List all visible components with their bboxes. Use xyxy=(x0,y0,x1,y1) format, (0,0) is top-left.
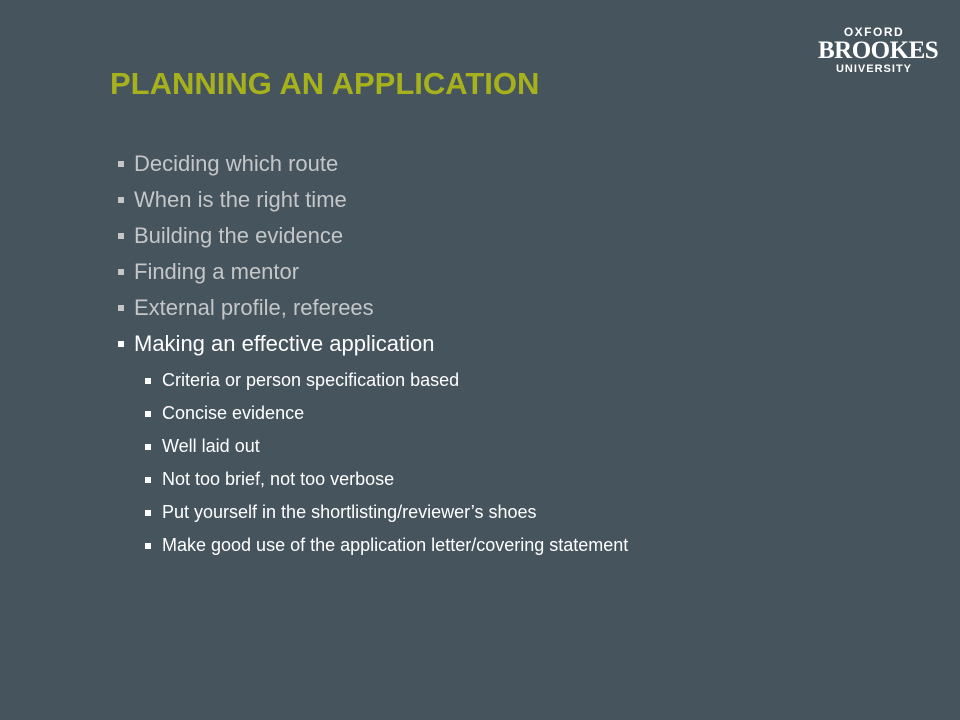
logo-line-brookes: BROOKES xyxy=(818,37,939,64)
sub-bullet-item xyxy=(145,364,628,397)
sub-bullet-text: Make good use of the application letter/covering statement xyxy=(162,535,629,555)
sub-bullet-text: Criteria or person specification based xyxy=(162,370,460,390)
logo-line-oxford: OXFORD xyxy=(843,25,905,39)
sub-bullet-text: Put yourself in the shortlisting/reviewer’s shoes xyxy=(162,502,537,522)
square-bullet-icon xyxy=(118,233,124,239)
square-bullet-icon xyxy=(145,378,151,384)
sub-bullet-item xyxy=(145,496,628,529)
bullet-item-active xyxy=(118,326,628,362)
square-bullet-icon xyxy=(118,269,124,275)
square-bullet-icon xyxy=(145,543,151,549)
sub-bullet-text: Not too brief, not too verbose xyxy=(162,469,395,489)
square-bullet-icon xyxy=(145,477,151,483)
sub-bullet-item xyxy=(145,463,628,496)
bullet-text: Building the evidence xyxy=(134,223,344,248)
square-bullet-icon xyxy=(118,161,124,167)
bullet-item xyxy=(118,218,628,254)
slide-title: PLANNING AN APPLICATION xyxy=(110,66,540,101)
logo-line-university: UNIVERSITY xyxy=(835,63,912,75)
bullet-item xyxy=(118,254,628,290)
bullet-item xyxy=(118,182,628,218)
square-bullet-icon xyxy=(118,197,124,203)
bullet-item xyxy=(118,290,628,326)
bullet-text: When is the right time xyxy=(134,187,347,212)
square-bullet-icon xyxy=(145,444,151,450)
bullet-text: Finding a mentor xyxy=(134,259,300,284)
bullet-text: External profile, referees xyxy=(134,295,374,320)
bullet-list xyxy=(118,146,628,562)
square-bullet-icon xyxy=(145,411,151,417)
sub-bullet-item xyxy=(145,430,628,463)
sub-bullet-item xyxy=(145,397,628,430)
bullet-text: Making an effective application xyxy=(134,331,435,356)
oxford-brookes-logo xyxy=(818,25,939,76)
bullet-text: Deciding which route xyxy=(134,151,339,176)
square-bullet-icon xyxy=(118,305,124,311)
sub-bullet-text: Concise evidence xyxy=(162,403,305,423)
bullet-item xyxy=(118,146,628,182)
square-bullet-icon xyxy=(145,510,151,516)
sub-bullet-text: Well laid out xyxy=(162,436,260,456)
sub-bullet-item xyxy=(145,529,628,562)
square-bullet-icon xyxy=(118,341,124,347)
